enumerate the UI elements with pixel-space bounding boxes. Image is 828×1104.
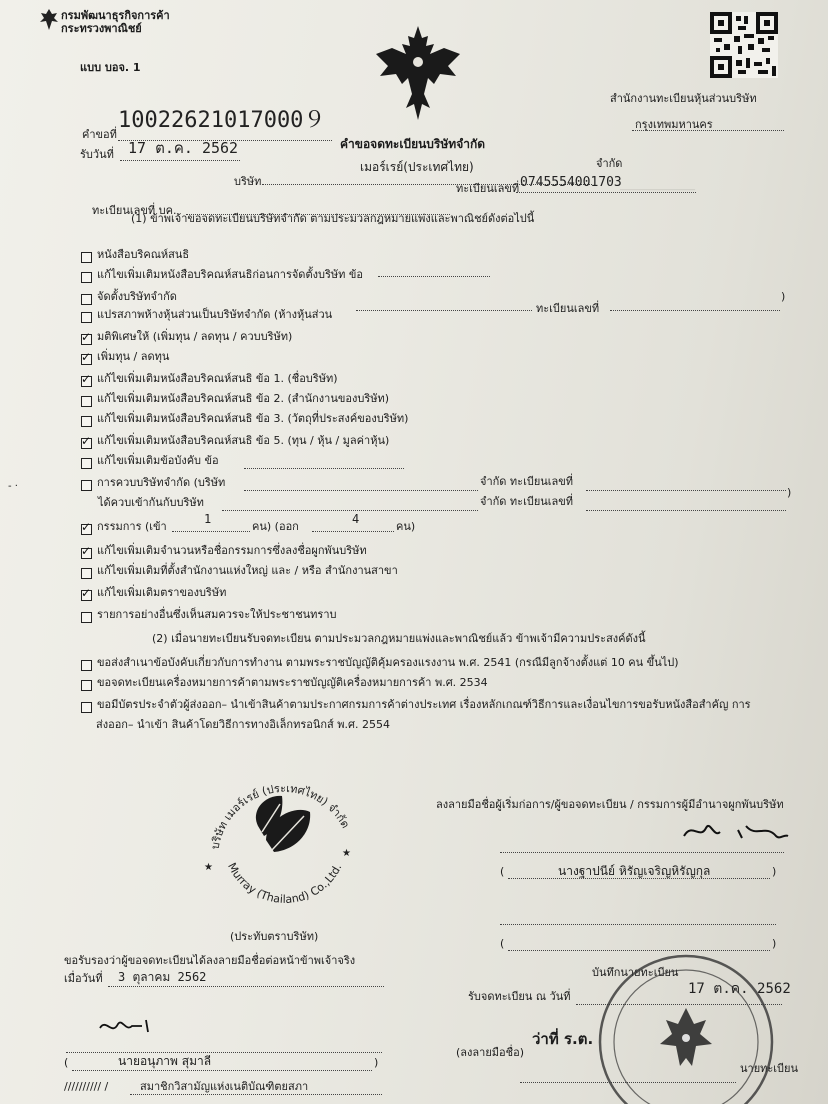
witness-name: นายอนุภาพ สุมาลี bbox=[118, 1054, 212, 1068]
merge-reg-line-1 bbox=[586, 480, 786, 491]
section2-intro: (2) เมื่อนายทะเบียนรับจดทะเบียน ตามประมวลกฎหมายแพ่งและพาณิชย์แล้ว ข้าพเจ้ามีความประสงค์ดังนี้ bbox=[152, 632, 646, 645]
registrar-role: นายทะเบียน bbox=[740, 1062, 799, 1075]
directors-end: คน) bbox=[396, 520, 416, 533]
section2-items-label-2: ขอมีบัตรประจำตัวผู้ส่งออก– นำเข้าสินค้าตามประกาศกรมการค้าต่างประเทศ เรื่องหลักเกณฑ์วิธีการและเงื่อนไขการขอรับหนังสือสำคัญ การ bbox=[97, 698, 751, 711]
section1-items-label-6: แก้ไขเพิ่มเติมหนังสือบริคณห์สนธิ ข้อ 1. (ชื่อบริษัท) bbox=[97, 372, 338, 385]
request-no-label: คำขอที่ bbox=[82, 128, 117, 141]
margin-mark: - · bbox=[8, 481, 18, 492]
registration-office-city: กรุงเทพมหานคร bbox=[635, 118, 713, 131]
garuda-emblem-small bbox=[38, 8, 60, 32]
bk-reg-label: ทะเบียนเลขที่ บค. bbox=[92, 204, 177, 217]
articles-line bbox=[244, 458, 404, 469]
seal-arc-top: บริษัท เมอร์เรย์ (ประเทศไทย) จำกัด bbox=[208, 781, 353, 851]
section2-items-label-0: ขอส่งสำเนาข้อบังคับเกี่ยวกับการทำงาน ตามพระราชบัญญัติคุ้มครองแรงงาน พ.ศ. 2541 (กรณีมีลูกจ้างตั้งแต่ 10 คน ขึ้นไป) bbox=[97, 656, 679, 669]
seal-caption: (ประทับตราบริษัท) bbox=[230, 930, 319, 943]
witness-prefix: ////////// / bbox=[64, 1080, 109, 1093]
directors-in-value: 1 bbox=[204, 512, 212, 526]
section1-items-label-1: แก้ไขเพิ่มเติมหนังสือบริคณห์สนธิก่อนการจัดตั้งบริษัท ข้อ bbox=[97, 268, 363, 281]
merge-company-line-2 bbox=[222, 500, 478, 511]
certify-line: ขอรับรองว่าผู้ขอจดทะเบียนได้ลงลายมือชื่อต่อหน้าข้าพเจ้าจริง bbox=[64, 954, 356, 967]
signer-close: ) bbox=[772, 865, 777, 878]
witness-signature bbox=[96, 1014, 166, 1040]
section1-items-label-4: มติพิเศษให้ (เพิ่มทุน / ลดทุน / ควบบริษัท) bbox=[97, 330, 293, 343]
section1-items-checkbox-7[interactable] bbox=[81, 396, 92, 407]
directors-label: กรรมการ (เข้า bbox=[97, 520, 167, 533]
section1-items-label-5: เพิ่มทุน / ลดทุน bbox=[97, 350, 170, 363]
section1-items2-checkbox-3[interactable] bbox=[81, 612, 92, 623]
section1-items2-checkbox-2[interactable] bbox=[81, 590, 92, 601]
reg-no-value: 0745554001703 bbox=[520, 175, 622, 190]
partnership-reg-label: ทะเบียนเลขที่ bbox=[536, 302, 600, 315]
section1-items2-label-2: แก้ไขเพิ่มเติมตราของบริษัท bbox=[97, 586, 227, 599]
witness-open: ( bbox=[64, 1056, 69, 1069]
signature-line-2 bbox=[500, 914, 776, 925]
section1-items-checkbox-9[interactable] bbox=[81, 438, 92, 449]
witness-sign-line bbox=[66, 1042, 382, 1053]
section2-items-checkbox-1[interactable] bbox=[81, 680, 92, 691]
section1-items-checkbox-1[interactable] bbox=[81, 272, 92, 283]
merge-company-line bbox=[244, 480, 478, 491]
merge-reg-line-2 bbox=[586, 500, 786, 511]
partnership-line bbox=[356, 300, 532, 311]
section1-items2-label-3: รายการอย่างอื่นซึ่งเห็นสมควรจะให้ประชาชนทราบ bbox=[97, 608, 337, 621]
signer-open-2: ( bbox=[500, 937, 505, 950]
section1-items-label-3: แปรสภาพห้างหุ้นส่วนเป็นบริษัทจำกัด (ห้างหุ้นส่วน bbox=[97, 308, 333, 321]
registrar-stamp bbox=[594, 950, 778, 1104]
directors-mid: คน) (ออก bbox=[252, 520, 299, 533]
office-dotline bbox=[632, 120, 784, 131]
witness-name-line bbox=[72, 1060, 372, 1071]
section1-items-label-9: แก้ไขเพิ่มเติมหนังสือบริคณห์สนธิ ข้อ 5. (ทุน / หุ้น / มูลค่าหุ้น) bbox=[97, 434, 390, 447]
signer-open: ( bbox=[500, 865, 505, 878]
section1-items-label-8: แก้ไขเพิ่มเติมหนังสือบริคณห์สนธิ ข้อ 3. (วัตถุที่ประสงค์ของบริษัท) bbox=[97, 412, 409, 425]
signer-name: นางฐาปนีย์ หิรัญเจริญหิรัญกุล bbox=[558, 864, 711, 878]
accepted-label: รับจดทะเบียน ณ วันที่ bbox=[468, 990, 571, 1003]
section1-items-checkbox-5[interactable] bbox=[81, 354, 92, 365]
form-title: คำขอจดทะเบียนบริษัทจำกัด bbox=[340, 137, 486, 151]
registrar-sign-label: (ลงลายมือชื่อ) bbox=[456, 1046, 524, 1059]
merge-close: ) bbox=[787, 486, 792, 499]
section1-items-label-11: การควบบริษัทจำกัด (บริษัท bbox=[97, 476, 226, 489]
section1-items-checkbox-3[interactable] bbox=[81, 312, 92, 323]
merge-tail-2: จำกัด ทะเบียนเลขที่ bbox=[480, 495, 574, 508]
request-no-value: 10022621017000９ bbox=[118, 108, 326, 133]
signature-scribble bbox=[680, 816, 790, 846]
ghost-text: _______________ bbox=[620, 180, 695, 191]
reg-no-label: ทะเบียนเลขที่ bbox=[456, 182, 520, 195]
company-suffix: จำกัด bbox=[596, 157, 623, 170]
form-code: แบบ บอจ. 1 bbox=[80, 61, 141, 74]
section1-items-checkbox-11[interactable] bbox=[81, 480, 92, 491]
company-name: เมอร์เรย์(ประเทศไทย) bbox=[360, 160, 474, 174]
section1-items-label-10: แก้ไขเพิ่มเติมข้อบังคับ ข้อ bbox=[97, 454, 219, 467]
section1-items2-checkbox-1[interactable] bbox=[81, 568, 92, 579]
company-seal bbox=[196, 766, 372, 916]
accepted-date: 17 ต.ค. 2562 bbox=[688, 981, 791, 997]
merge-tail-1: จำกัด ทะเบียนเลขที่ bbox=[480, 475, 574, 488]
receipt-date-value: 17 ต.ค. 2562 bbox=[128, 139, 239, 157]
section2-items-checkbox-2[interactable] bbox=[81, 702, 92, 713]
registrar-record: บันทึกนายทะเบียน bbox=[592, 966, 679, 979]
section1-items-checkbox-6[interactable] bbox=[81, 376, 92, 387]
ministry-name: กระทรวงพาณิชย์ bbox=[61, 22, 142, 35]
memo-amend-line bbox=[378, 266, 490, 277]
witness-role: สมาชิกวิสามัญแห่งเนติบัณฑิตยสภา bbox=[140, 1080, 309, 1093]
signer-heading: ลงลายมือชื่อผู้เริ่มก่อการ/ผู้ขอจดทะเบียน / กรรมการผู้มีอำนาจผูกพันบริษัท bbox=[436, 798, 784, 811]
signer-close-2: ) bbox=[772, 937, 777, 950]
receipt-date-line bbox=[120, 150, 240, 161]
section2-items-checkbox-0[interactable] bbox=[81, 660, 92, 671]
registrar-sign-name: ว่าที่ ร.ต. bbox=[532, 1030, 594, 1048]
svg-text:★: ★ bbox=[204, 862, 213, 873]
section2-item3-cont: ส่งออก– นำเข้า สินค้าโดยวิธีการทางอิเล็กทรอนิกส์ พ.ศ. 2554 bbox=[96, 718, 390, 731]
seal-arc-bottom: Murray (Thailand) Co.,Ltd. bbox=[225, 860, 345, 906]
certify-date-label: เมื่อวันที่ bbox=[64, 972, 103, 985]
section2-items-label-1: ขอจดทะเบียนเครื่องหมายการค้าตามพระราชบัญญัติเครื่องหมายการค้า พ.ศ. 2534 bbox=[97, 676, 488, 689]
directors-out-value: 4 bbox=[352, 512, 360, 526]
section1-items-checkbox-8[interactable] bbox=[81, 416, 92, 427]
department-name: กรมพัฒนาธุรกิจการค้า bbox=[61, 9, 170, 22]
section1-items-label-2: จัดตั้งบริษัทจำกัด bbox=[97, 290, 177, 303]
svg-text:Murray (Thailand) Co.,Ltd. bbox=[225, 861, 344, 906]
merge-line-2: ได้ควบเข้ากันกับบริษัท bbox=[98, 496, 204, 509]
section1-items-label-0: หนังสือบริคณห์สนธิ bbox=[97, 248, 190, 261]
section1-items2-label-1: แก้ไขเพิ่มเติมที่ตั้งสำนักงานแห่งใหญ่ และ / หรือ สำนักงานสาขา bbox=[97, 564, 398, 577]
directors-checkbox[interactable] bbox=[81, 524, 92, 535]
witness-role-line bbox=[130, 1084, 382, 1095]
section1-items-checkbox-2[interactable] bbox=[81, 294, 92, 305]
receipt-date-label: รับวันที่ bbox=[80, 148, 114, 161]
section1-items-label-7: แก้ไขเพิ่มเติมหนังสือบริคณห์สนธิ ข้อ 2. (สำนักงานของบริษัท) bbox=[97, 392, 390, 405]
partnership-close: ) bbox=[781, 290, 786, 303]
section1-items-checkbox-0[interactable] bbox=[81, 252, 92, 263]
section1-items2-label-0: แก้ไขเพิ่มเติมจำนวนหรือชื่อกรรมการซึ่งลงชื่อผูกพันบริษัท bbox=[97, 544, 367, 557]
certify-date-value: 3 ตุลาคม 2562 bbox=[118, 970, 207, 984]
garuda-emblem bbox=[372, 24, 464, 124]
section1-items-checkbox-4[interactable] bbox=[81, 334, 92, 345]
partnership-reg-line bbox=[610, 300, 780, 311]
section1-items-checkbox-10[interactable] bbox=[81, 458, 92, 469]
company-label: บริษัท bbox=[234, 175, 262, 188]
witness-close: ) bbox=[374, 1056, 379, 1069]
section1-intro: (1) ข้าพเจ้าขอจดทะเบียนบริษัทจำกัด ตามประมวลกฎหมายแพ่งและพาณิชย์ดังต่อไปนี้ bbox=[131, 212, 535, 225]
registration-office: สำนักงานทะเบียนหุ้นส่วนบริษัท bbox=[610, 92, 757, 105]
section1-items2-checkbox-0[interactable] bbox=[81, 548, 92, 559]
svg-text:★: ★ bbox=[342, 848, 351, 859]
reg-no-line bbox=[516, 182, 696, 193]
qr-code bbox=[710, 12, 778, 78]
